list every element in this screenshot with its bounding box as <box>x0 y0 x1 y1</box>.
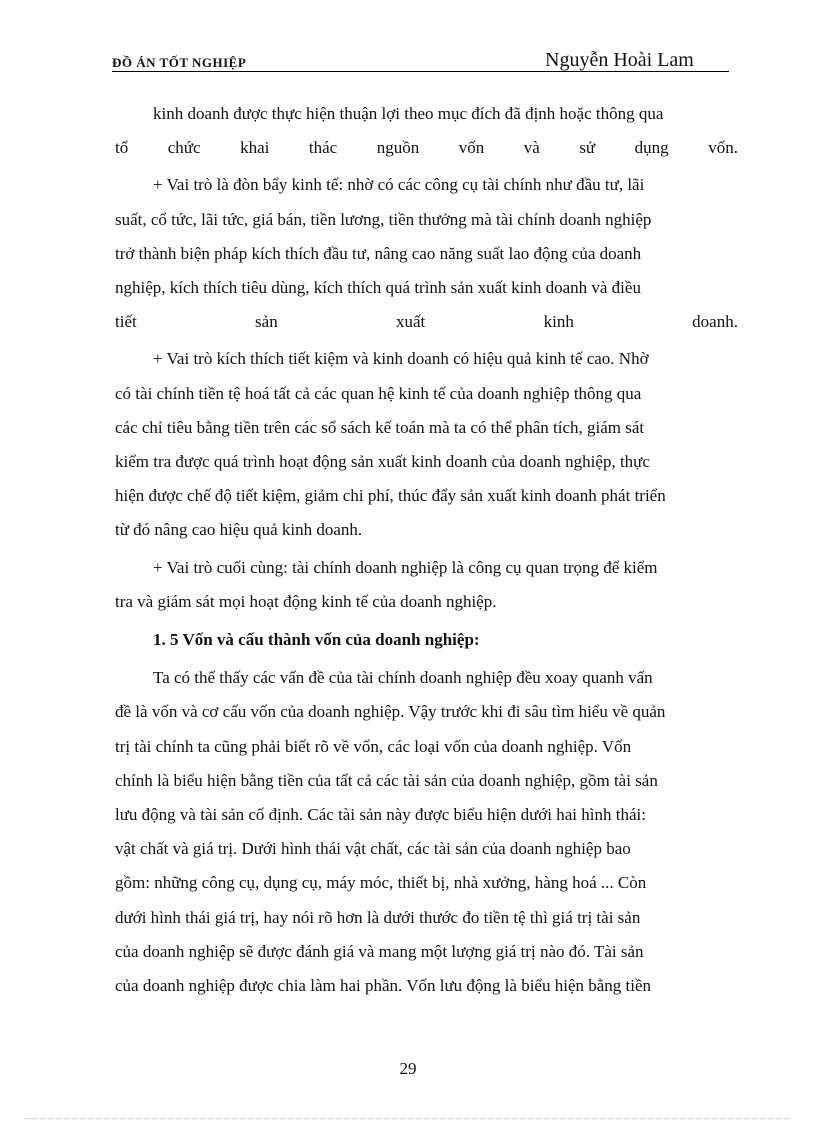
paragraph-line: chính là biểu hiện bằng tiền của tất cả các tài sản của doanh nghiệp, gồm tài sản <box>115 770 658 790</box>
page-number: 29 <box>399 1059 417 1078</box>
paragraph-line-spread <box>115 131 738 165</box>
document-header-title: ĐỒ ÁN TỐT NGHIỆP <box>112 55 247 70</box>
word: thác <box>308 138 338 158</box>
word: vốn <box>458 138 485 158</box>
word: sản <box>255 312 278 332</box>
paragraph-line: tra và giám sát mọi hoạt động kinh tế của doanh nghiệp. <box>115 591 497 611</box>
paragraph-line: suất, cổ tức, lãi tức, giá bán, tiền lương, tiền thưởng mà tài chính doanh nghiệp <box>115 209 652 229</box>
word: tiết <box>115 312 137 332</box>
paragraph-line: trị tài chính ta cũng phải biết rõ về vốn, các loại vốn của doanh nghiệp. Vốn <box>115 736 632 756</box>
paragraph-line: kinh doanh được thực hiện thuận lợi theo mục đích đã định hoặc thông qua <box>153 104 664 123</box>
paragraph-line: của doanh nghiệp sẽ được đánh giá và mang một lượng giá trị nào đó. Tài sản <box>115 941 644 961</box>
paragraph-line: có tài chính tiền tệ hoá tất cả các quan hệ kinh tế của doanh nghiệp thông qua <box>115 383 642 403</box>
word: doanh. <box>692 312 738 332</box>
paragraph-line: các chỉ tiêu bằng tiền trên các sổ sách kế toán mà ta có thể phân tích, giám sát <box>115 417 645 437</box>
paragraph-line-spread <box>115 305 738 339</box>
header-divider <box>112 71 729 72</box>
paragraph-line: kiểm tra được quá trình hoạt động sản xuất kinh doanh của doanh nghiệp, thực <box>115 452 650 472</box>
word: khai <box>240 138 270 158</box>
paragraph-line: + Vai trò cuối cùng: tài chính doanh nghiệp là công cụ quan trọng để kiểm <box>153 557 658 577</box>
paragraph-line: vật chất và giá trị. Dưới hình thái vật chất, các tài sản của doanh nghiệp bao <box>115 839 631 859</box>
page-body <box>115 97 738 1003</box>
word: kinh <box>543 312 574 332</box>
word: và <box>523 138 540 158</box>
paragraph-line: gồm: những công cụ, dụng cụ, máy móc, thiết bị, nhà xưởng, hàng hoá ... Còn <box>115 873 647 893</box>
paragraph-line: lưu động và tài sản cố định. Các tài sản này được biểu hiện dưới hai hình thái: <box>115 805 646 825</box>
word: tổ <box>115 138 129 158</box>
paragraph-line: + Vai trò kích thích tiết kiệm và kinh doanh có hiệu quả kinh tế cao. Nhờ <box>153 349 649 369</box>
word: sử <box>579 138 596 158</box>
section-heading: 1. 5 Vốn và cấu thành vốn của doanh nghiệp: <box>153 630 480 650</box>
word: vốn. <box>708 138 738 158</box>
author-name: Nguyễn Hoài Lam <box>545 49 694 71</box>
paragraph-line: nghiệp, kích thích tiêu dùng, kích thích quá trình sản xuất kinh doanh và điều <box>115 278 641 298</box>
paragraph-line: từ đó nâng cao hiệu quả kinh doanh. <box>115 520 363 540</box>
word: chức <box>167 138 201 158</box>
word: xuất <box>396 312 426 332</box>
paragraph-line: + Vai trò là đòn bẩy kinh tế: nhờ có các công cụ tài chính như đầu tư, lãi <box>153 175 645 195</box>
paragraph-line: của doanh nghiệp được chia làm hai phần. Vốn lưu động là biểu hiện bằng tiền <box>115 976 652 996</box>
paragraph-line: trở thành biện pháp kích thích đầu tư, nâng cao năng suất lao động của doanh <box>115 243 642 263</box>
word: dụng <box>634 138 669 158</box>
paragraph-line: Ta có thể thấy các vấn đề của tài chính doanh nghiệp đều xoay quanh vấn <box>153 668 653 688</box>
paragraph-line: đề là vốn và cơ cấu vốn của doanh nghiệp. Vậy trước khi đi sâu tìm hiểu về quản <box>115 702 666 722</box>
paragraph-line: dưới hình thái giá trị, hay nói rõ hơn là dưới thước đo tiền tệ thì giá trị tài sản <box>115 907 641 927</box>
page-edge-divider <box>25 1118 791 1119</box>
word: nguồn <box>376 138 420 158</box>
paragraph-line: hiện được chế độ tiết kiệm, giảm chi phí, thúc đẩy sản xuất kinh doanh phát triển <box>115 486 666 506</box>
